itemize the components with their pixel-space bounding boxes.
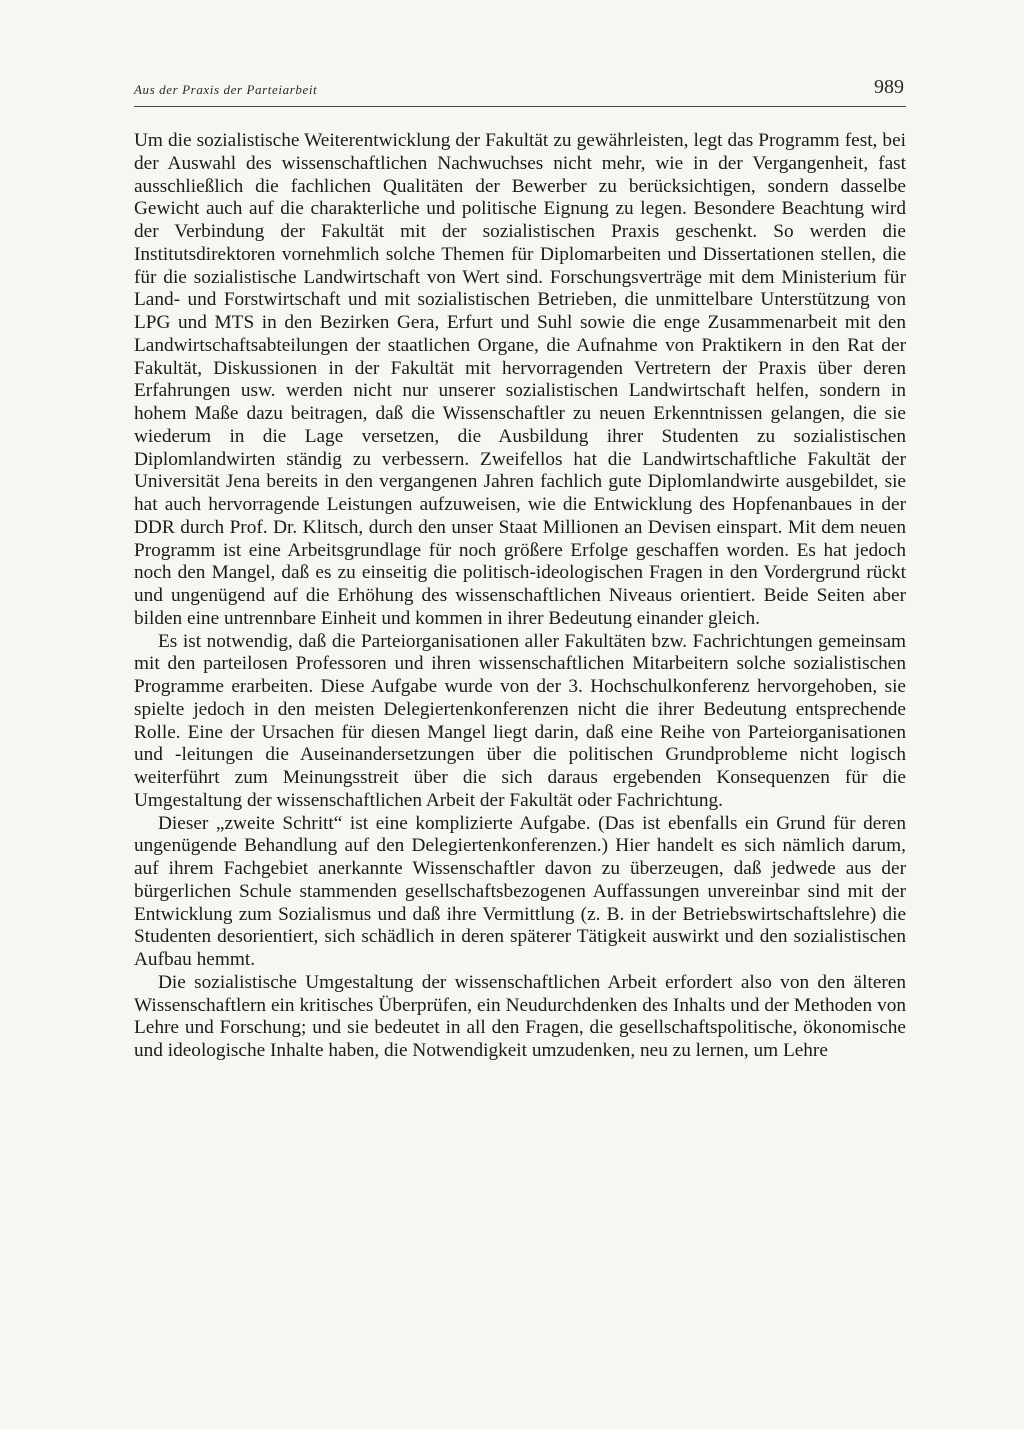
body-text	[134, 130, 906, 1063]
section-title: Aus der Praxis der Parteiarbeit	[134, 82, 318, 97]
page-number: 989	[874, 76, 904, 98]
paragraph-1: Um die sozialistische Weiterentwicklung der Fakultät zu gewährleisten, legt das Programm fest, bei der Auswahl des wissenschaftlichen Nachwuchses nicht mehr, wie in der Vergangenheit, fast ausschließlich die fachlichen Qualitäten der Bewerber zu berücksichtigen, sondern dasselbe Gewicht auch auf die charakterliche und politische Eignung zu legen. Besondere Beachtung wird der Verbindung der Fakultät mit der sozialistischen Praxis geschenkt. So werden die Institutsdirektoren vornehmlich solche Themen für Diplomarbeiten und Dissertationen stellen, die für die sozialistische Landwirtschaft von Wert sind. Forschungsverträge mit dem Ministerium für Land- und Forstwirtschaft und mit sozialistischen Betrieben, die unmittelbare Unterstützung von LPG und MTS in den Bezirken Gera, Erfurt und Suhl sowie die enge Zusammenarbeit mit den Landwirtschaftsabteilungen der staatlichen Organe, die Aufnahme von Praktikern in den Rat der Fakultät, Diskussionen in der Fakultät mit hervorragenden Vertretern der Praxis über deren Erfahrungen usw. werden nicht nur unserer sozialistischen Landwirtschaft helfen, sondern in hohem Maße dazu beitragen, daß die Wissenschaftler zu neuen Erkenntnissen gelangen, die sie wiederum in die Lage versetzen, die Ausbildung ihrer Studenten zu sozialistischen Diplomlandwirten ständig zu verbessern. Zweifellos hat die Landwirtschaftliche Fakultät der Universität Jena bereits in den vergangenen Jahren fachlich gute Diplomlandwirte ausgebildet, sie hat auch hervorragende Leistungen aufzuweisen, wie die Entwicklung des Hopfenanbaues in der DDR durch Prof. Dr. Klitsch, durch den unser Staat Millionen an Devisen einspart. Mit dem neuen Programm ist eine Arbeitsgrundlage für noch größere Erfolge geschaffen worden. Es hat jedoch noch den Mangel, daß es zu einseitig die politisch-ideologischen Fragen in den Vordergrund rückt und ungenügend auf die Erhöhung des wissenschaftlichen Niveaus orientiert. Beide Seiten aber bilden eine untrennbare Einheit und kommen in ihrer Bedeutung einander gleich.	[134, 130, 906, 629]
paragraph-3: Dieser „zweite Schritt“ ist eine komplizierte Aufgabe. (Das ist ebenfalls ein Grund für deren ungenügende Behandlung auf den Delegiertenkonferenzen.) Hier handelt es sich nämlich darum, auf ihrem Fachgebiet anerkannte Wissenschaftler davon zu überzeugen, daß jedwede aus der bürgerlichen Schule stammenden gesellschaftsbezogenen Auffassungen unvereinbar sind mit der Entwicklung zum Sozialismus und daß ihre Vermittlung (z. B. in der Betriebswirtschaftslehre) die Studenten desorientiert, sich schädlich in deren späterer Tätigkeit auswirkt und den sozialistischen Aufbau hemmt.	[134, 812, 906, 970]
running-header	[134, 76, 906, 107]
paragraph-2: Es ist notwendig, daß die Parteiorganisationen aller Fakultäten bzw. Fachrichtungen gemeinsam mit den parteilosen Professoren und ihren wissenschaftlichen Mitarbeitern solche sozialistischen Programme erarbeiten. Diese Aufgabe wurde von der 3. Hochschulkonferenz hervorgehoben, sie spielte jedoch in den meisten Delegiertenkonferenzen nicht die ihrer Bedeutung entsprechende Rolle. Eine der Ursachen für diesen Mangel liegt darin, daß eine Reihe von Parteiorganisationen und -leitungen die Auseinandersetzungen über die politischen Grundprobleme nicht logisch weiterführt zum Meinungsstreit über die sich daraus ergebenden Konsequenzen für die Umgestaltung der wissenschaftlichen Arbeit der Fakultät oder Fachrichtung.	[134, 630, 906, 811]
paragraph-4: Die sozialistische Umgestaltung der wissenschaftlichen Arbeit erfordert also von den älteren Wissenschaftlern ein kritisches Überprüfen, ein Neudurchdenken des Inhalts und der Methoden von Lehre und Forschung; und sie bedeutet in all den Fragen, die gesellschaftspolitische, ökonomische und ideologische Inhalte haben, die Notwendigkeit umzudenken, neu zu lernen, um Lehre	[134, 971, 906, 1061]
